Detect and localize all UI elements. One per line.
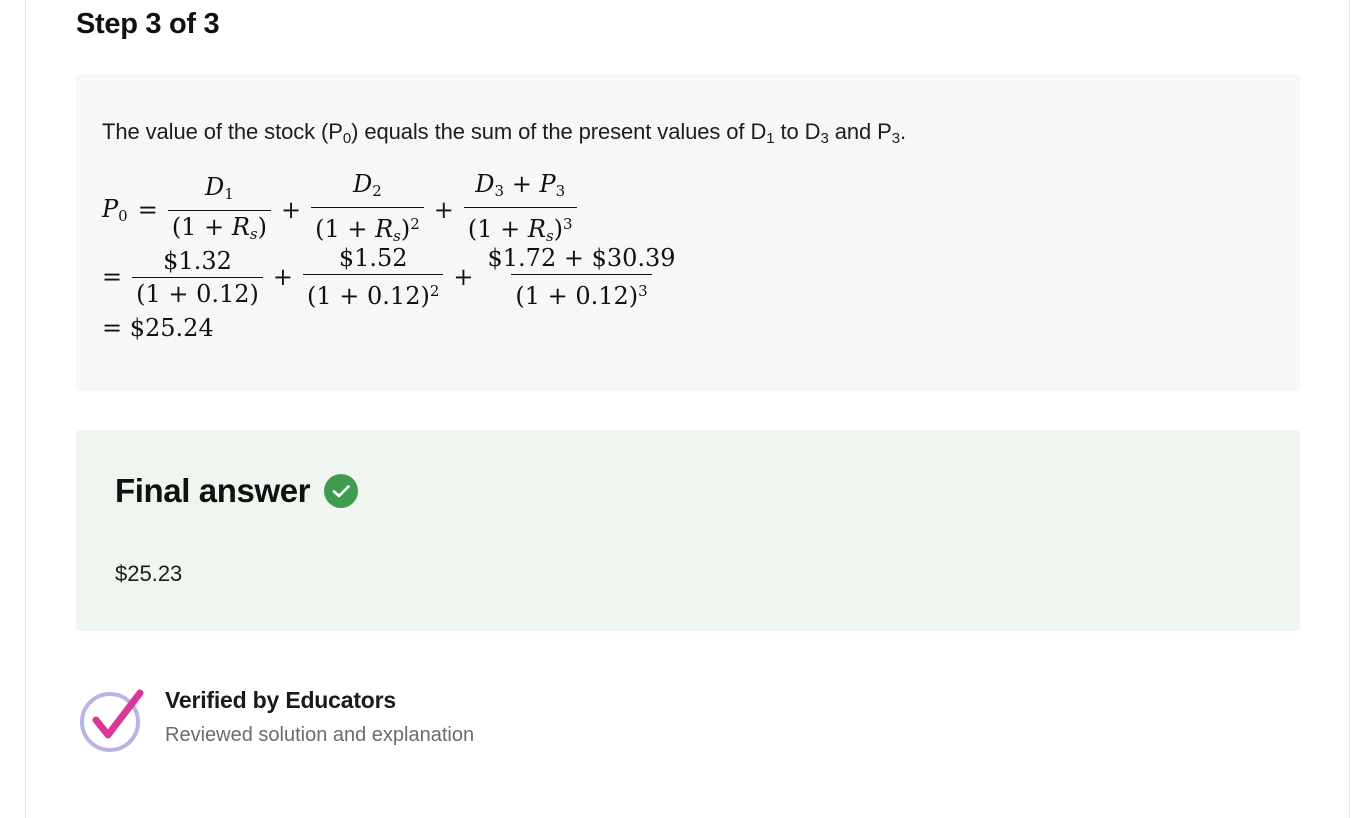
- subscript: 0: [342, 130, 352, 147]
- verified-subtitle: Reviewed solution and explanation: [165, 724, 475, 746]
- fraction-term-1: $\frac{D_1}{(1 + R_s)}$: [168, 173, 271, 248]
- verified-badge: [78, 685, 474, 757]
- plus-sign: +: [433, 196, 454, 224]
- fraction-value-1: $\frac{\$1.32}{(1 + 0.12)}$: [132, 247, 263, 308]
- subscript: 1: [766, 130, 775, 147]
- fraction-term-2: $\frac{D_2}{(1 + R_s)^2}$: [311, 170, 424, 250]
- formula-result: = $25.24: [102, 314, 214, 342]
- subscript: 3: [891, 130, 900, 147]
- equals-sign: =: [137, 196, 158, 224]
- equals-sign: =: [102, 263, 123, 291]
- final-answer-title: Final answer: [115, 472, 311, 509]
- fraction-value-2: $\frac{\$1.52}{(1 + 0.12)^2}$: [303, 244, 443, 310]
- explanation-text-part: .: [899, 119, 906, 144]
- explanation-text-part: and P: [828, 119, 892, 144]
- explanation-text-part: to D: [774, 119, 821, 144]
- check-circle-icon: [324, 474, 358, 508]
- plus-sign: +: [453, 263, 474, 291]
- verified-check-icon: [78, 685, 150, 757]
- explanation-text: [102, 119, 906, 147]
- final-answer-value: $25.23: [115, 561, 183, 586]
- verified-text: [165, 687, 474, 747]
- fraction-term-3: $\frac{D_3 + P_3}{(1 + R_s)^3}$: [464, 170, 577, 250]
- formula-row-numeric: [102, 244, 680, 310]
- verified-title: Verified by Educators: [165, 687, 396, 713]
- plus-sign: +: [280, 196, 302, 224]
- formula-lhs: $P_0$: [102, 195, 128, 225]
- explanation-text-part: The value of the stock (P: [102, 119, 343, 144]
- final-answer-heading: [115, 472, 358, 510]
- subscript: 3: [820, 130, 829, 147]
- explanation-text-part: ) equals the sum of the present values of D: [351, 119, 767, 144]
- step-title: Step 3 of 3: [76, 8, 220, 40]
- fraction-value-3: $\frac{\$1.72 + \$30.39}{(1 + 0.12)^3}$: [487, 244, 676, 310]
- plus-sign: +: [272, 263, 294, 291]
- formula-row-symbolic: [102, 170, 577, 250]
- final-answer-box: [76, 430, 1300, 631]
